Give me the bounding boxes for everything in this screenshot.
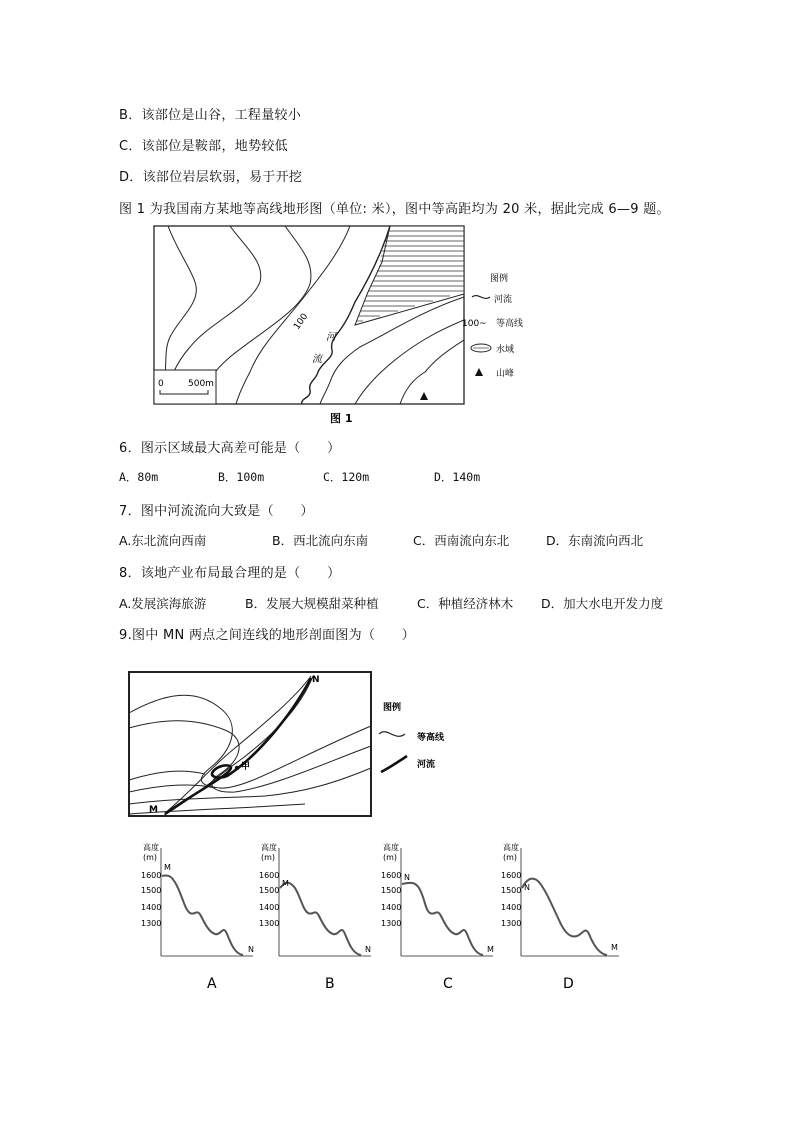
legend1-contour: 等高线 [496,319,524,329]
legend2-river: 河流 [417,760,436,770]
map2-frame [129,672,371,816]
legend2-contour: 等高线 [417,733,445,743]
legend1-river: 河流 [494,295,513,305]
profile-a-letter: A [207,976,217,992]
profile-a-y-title-1: 高度 [143,843,159,852]
profile-d-tick-1500: 1500 [501,886,522,895]
contour-label-100: 100 [292,311,311,332]
profile-c-tick-1400: 1400 [381,903,402,912]
profile-b-curve [280,883,361,955]
profile-c-y-title-1: 高度 [383,843,399,852]
profile-d-tick-1300: 1300 [501,919,522,928]
legend2-contour-icon [379,732,405,737]
point-n: N [312,675,320,685]
profile-d [495,838,625,996]
profile-b-tick-1500: 1500 [259,886,280,895]
profile-d-curve [522,879,607,955]
figure2-contour-map [125,668,455,820]
figure1-caption: 图 1 [330,412,353,425]
profile-d-end: M [611,943,618,952]
profile-b-end: N [365,945,371,954]
profile-b-tick-1300: 1300 [259,919,280,928]
profile-c [375,838,500,996]
q7-option-a: A.东北流向西南 [119,533,207,548]
legend2-river-icon [381,756,407,772]
legend1-river-icon [472,296,490,299]
figure1-intro: 图 1 为我国南方某地等高线地形图（单位: 米），图中等高距均为 20 米，据此完成 6—9 题。 [119,202,670,217]
profile-c-y-title-2: (m) [383,853,398,862]
q6-option-d: D．140m [434,470,481,484]
profile-a-tick-1500: 1500 [141,886,162,895]
profile-a-end: N [248,945,254,954]
profile-c-tick-1600: 1600 [381,871,402,880]
legend2-title: 图例 [383,703,402,713]
profile-c-end: M [487,945,494,954]
profile-b-tick-1600: 1600 [259,871,280,880]
profile-b-y-title-1: 高度 [261,843,277,852]
river-char-1: 河 [326,332,336,343]
profile-a [135,838,260,996]
scale-zero: 0 [158,379,164,389]
legend1-peak-icon [475,368,483,376]
profile-b-start: M [282,879,289,888]
q6-stem: 6．图示区域最大高差可能是（ ） [119,441,341,456]
profile-options [135,838,635,998]
legend1-title: 图例 [490,274,509,284]
option-b-prev: B．该部位是山谷，工程量较小 [119,108,302,123]
legend1-peak: 山峰 [496,369,515,379]
q8-option-b: B．发展大规模甜菜种植 [245,596,379,611]
profile-b-letter: B [325,976,335,992]
profile-d-tick-1400: 1400 [501,903,522,912]
q7-stem: 7．图中河流流向大致是（ ） [119,504,314,519]
profile-b-y-title-2: (m) [261,853,276,862]
q8-option-c: C．种植经济林木 [417,596,514,611]
profile-d-y-title-2: (m) [503,853,518,862]
point-jia: 甲 [241,762,251,772]
profile-c-letter: C [443,976,453,992]
q8-stem: 8．该地产业布局最合理的是（ ） [119,566,341,581]
river-char-2: 流 [312,354,322,365]
profile-c-tick-1300: 1300 [381,919,402,928]
profile-d-start: N [524,883,530,892]
scale-value: 500m [188,379,214,389]
figure1-contour-map [150,222,530,428]
option-d-prev: D．该部位岩层软弱，易于开挖 [119,170,303,185]
q9-stem: 9.图中 MN 两点之间连线的地形剖面图为（ ） [119,628,416,643]
legend1-contour-value: 100~ [462,319,487,329]
profile-a-tick-1400: 1400 [141,903,162,912]
profile-c-start: N [404,873,410,882]
profile-c-curve [402,883,483,955]
option-c-prev: C．该部位是鞍部，地势较低 [119,139,288,154]
q8-option-a: A.发展滨海旅游 [119,596,207,611]
legend1-water: 水域 [496,345,515,355]
q7-option-b: B．西北流向东南 [272,533,369,548]
profile-b-tick-1400: 1400 [259,903,280,912]
profile-b [253,838,378,996]
profile-a-tick-1600: 1600 [141,871,162,880]
q7-option-d: D．东南流向西北 [546,533,644,548]
profile-a-curve [162,875,243,955]
point-m: M [149,805,158,815]
profile-d-letter: D [563,976,574,992]
q7-option-c: C．西南流向东北 [413,533,510,548]
profile-d-tick-1600: 1600 [501,871,522,880]
q6-option-c: C．120m [323,470,370,484]
profile-a-start: M [164,863,171,872]
q8-option-d: D．加大水电开发力度 [541,596,664,611]
profile-c-tick-1500: 1500 [381,886,402,895]
profile-a-y-title-2: (m) [143,853,158,862]
profile-d-y-title-1: 高度 [503,843,519,852]
profile-a-tick-1300: 1300 [141,919,162,928]
q6-option-a: A．80m [119,470,159,484]
q6-option-b: B．100m [218,470,265,484]
